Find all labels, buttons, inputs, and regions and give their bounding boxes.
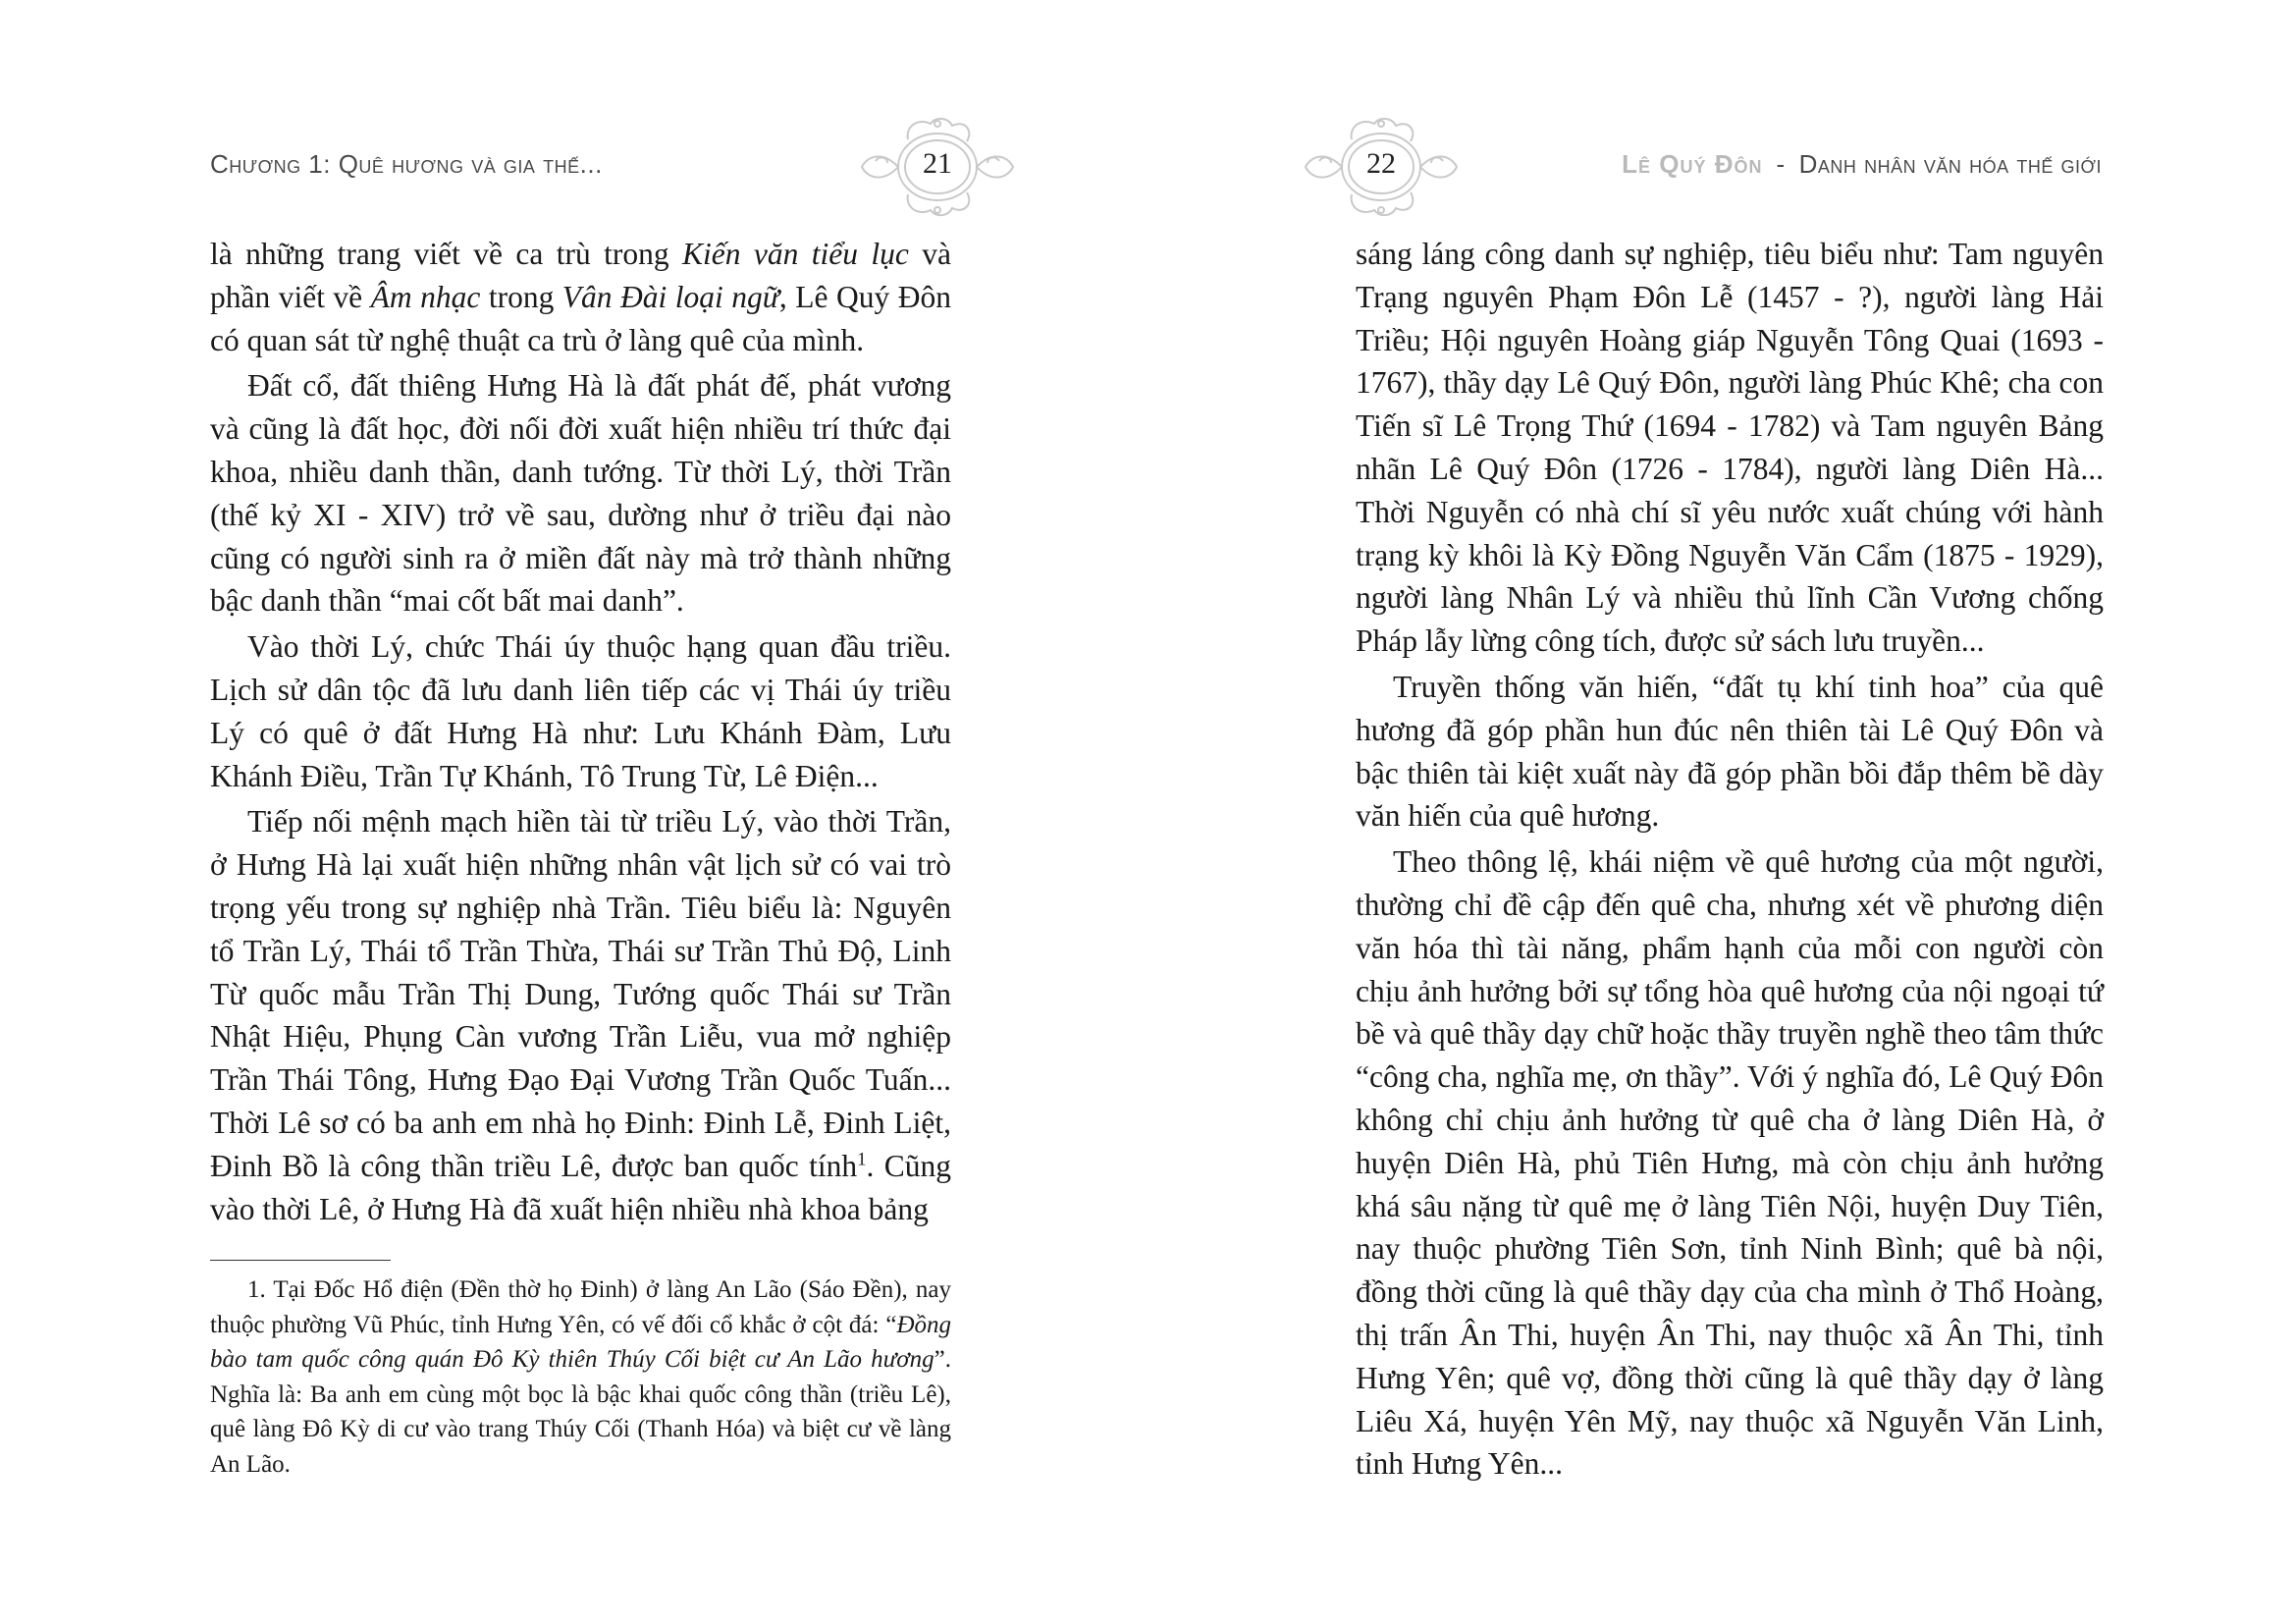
running-head-separator: - (1776, 149, 1786, 179)
page-number-right: 22 (1366, 147, 1396, 180)
paragraph-2: Đất cổ, đất thiêng Hưng Hà là đất phát đế, phát vương và cũng là đất học, đời nối đời xuất hiện nhiều trí thức đại khoa, nhiều danh thần, danh tướng. Từ thời Lý, thời Trần (thế kỷ XI - XIV) trở về sau, dường như ở triều đại nào cũng có người sinh ra ở miền đất này mà trở thành những bậc danh thần “mai cốt bất mai danh”. (210, 368, 951, 619)
running-head-left: Chương 1: Quê hương và gia thế... (210, 149, 603, 179)
body-text-right (1356, 233, 2104, 1489)
page-number-ornament-left (854, 112, 1021, 222)
paragraph-1: là những trang viết về ca trù trong Kiến văn tiểu lục và phần viết về Âm nhạc trong Vân Đài loại ngữ, Lê Quý Đôn có quan sát từ nghệ thuật ca trù ở làng quê của mình. (210, 237, 951, 357)
running-head-right (1622, 149, 2102, 180)
paragraph-4: Tiếp nối mệnh mạch hiền tài từ triều Lý, vào thời Trần, ở Hưng Hà lại xuất hiện những nhân vật lịch sử có vai trò trọng yếu trong sự nghiệp nhà Trần. Tiêu biểu là: Nguyên tổ Trần Lý, Thái tổ Trần Thừa, Thái sư Trần Thủ Độ, Linh Từ quốc mẫu Trần Thị Dung, Tướng quốc Thái sư Trần Nhật Hiệu, Phụng Càn vương Trần Liễu, vua mở nghiệp Trần Thái Tông, Hưng Đạo Đại Vương Trần Quốc Tuấn... Thời Lê sơ có ba anh em nhà họ Đinh: Đinh Lễ, Đinh Liệt, Đinh Bồ là công thần triều Lê, được ban quốc tính$^1$. Cũng vào thời Lê, ở Hưng Hà đã xuất hiện nhiều nhà khoa bảng (210, 804, 951, 1226)
running-head-author: Lê Quý Đôn (1622, 149, 1763, 179)
page-number-ornament-right (1298, 112, 1465, 222)
body-text-left (210, 233, 951, 1233)
page-number-left: 21 (923, 147, 952, 180)
right-page (1148, 0, 2296, 1624)
footnote-divider (210, 1260, 391, 1261)
paragraph-3: Vào thời Lý, chức Thái úy thuộc hạng quan đầu triều. Lịch sử dân tộc đã lưu danh liên tiếp các vị Thái úy triều Lý có quê ở đất Hưng Hà như: Lưu Khánh Đàm, Lưu Khánh Điều, Trần Tự Khánh, Tô Trung Từ, Lê Điện... (210, 629, 951, 793)
running-head-title: Danh nhân văn hóa thế giới (1798, 149, 2102, 179)
footnote-marker[interactable]: 1 (857, 1149, 867, 1170)
paragraph-2: Truyền thống văn hiến, “đất tụ khí tinh hoa” của quê hương đã góp phần hun đúc nên thiên tài Lê Quý Đôn và bậc thiên tài kiệt xuất này đã góp phần bồi đắp thêm bề dày văn hiến của quê hương. (1356, 669, 2104, 834)
paragraph-1: sáng láng công danh sự nghiệp, tiêu biểu như: Tam nguyên Trạng nguyên Phạm Đôn Lễ (1457 - ?), người làng Hải Triều; Hội nguyên Hoàng giáp Nguyễn Tông Quai (1693 - 1767), thầy dạy Lê Quý Đôn, người làng Phúc Khê; cha con Tiến sĩ Lê Trọng Thứ (1694 - 1782) và Tam nguyên Bảng nhãn Lê Quý Đôn (1726 - 1784), người làng Diên Hà... Thời Nguyễn có nhà chí sĩ yêu nước xuất chúng với hành trạng kỳ khôi là Kỳ Đồng Nguyễn Văn Cẩm (1875 - 1929), người làng Nhân Lý và nhiều thủ lĩnh Cần Vương chống Pháp lẫy lừng công tích, được sử sách lưu truyền... (1356, 237, 2104, 659)
paragraph-3: Theo thông lệ, khái niệm về quê hương của một người, thường chỉ đề cập đến quê cha, nhưng xét về phương diện văn hóa thì tài năng, phẩm hạnh của mỗi con người còn chịu ảnh hưởng bởi sự tổng hòa quê hương của nội ngoại tứ bề và quê thầy dạy chữ hoặc thầy truyền nghề theo tâm thức “công cha, nghĩa mẹ, ơn thầy”. Với ý nghĩa đó, Lê Quý Đôn không chỉ chịu ảnh hưởng từ quê cha ở làng Diên Hà, ở huyện Diên Hà, phủ Tiên Hưng, mà còn chịu ảnh hưởng khá sâu nặng từ quê mẹ ở làng Tiên Nội, huyện Duy Tiên, nay thuộc phường Tiên Sơn, tỉnh Ninh Bình; quê bà nội, đồng thời cũng là quê thầy dạy của cha mình ở Thổ Hoàng, thị trấn Ân Thi, huyện Ân Thi, nay thuộc xã Ân Thi, tỉnh Hưng Yên; quê vợ, đồng thời cũng là quê thầy dạy ở làng Liêu Xá, huyện Yên Mỹ, nay thuộc xã Nguyễn Văn Linh, tỉnh Hưng Yên... (1356, 844, 2104, 1482)
footnote: 1. Tại Đốc Hổ điện (Đền thờ họ Đinh) ở làng An Lão (Sáo Đền), nay thuộc phường Vũ Phúc, tỉnh Hưng Yên, có vế đối cổ khắc ở cột đá: “Đồng bào tam quốc công quán Đô Kỳ thiên Thúy Cối biệt cư An Lão hương”. Nghĩa là: Ba anh em cùng một bọc là bậc khai quốc công thần (triều Lê), quê làng Đô Kỳ di cư vào trang Thúy Cối (Thanh Hóa) và biệt cư về làng An Lão. (210, 1276, 951, 1478)
